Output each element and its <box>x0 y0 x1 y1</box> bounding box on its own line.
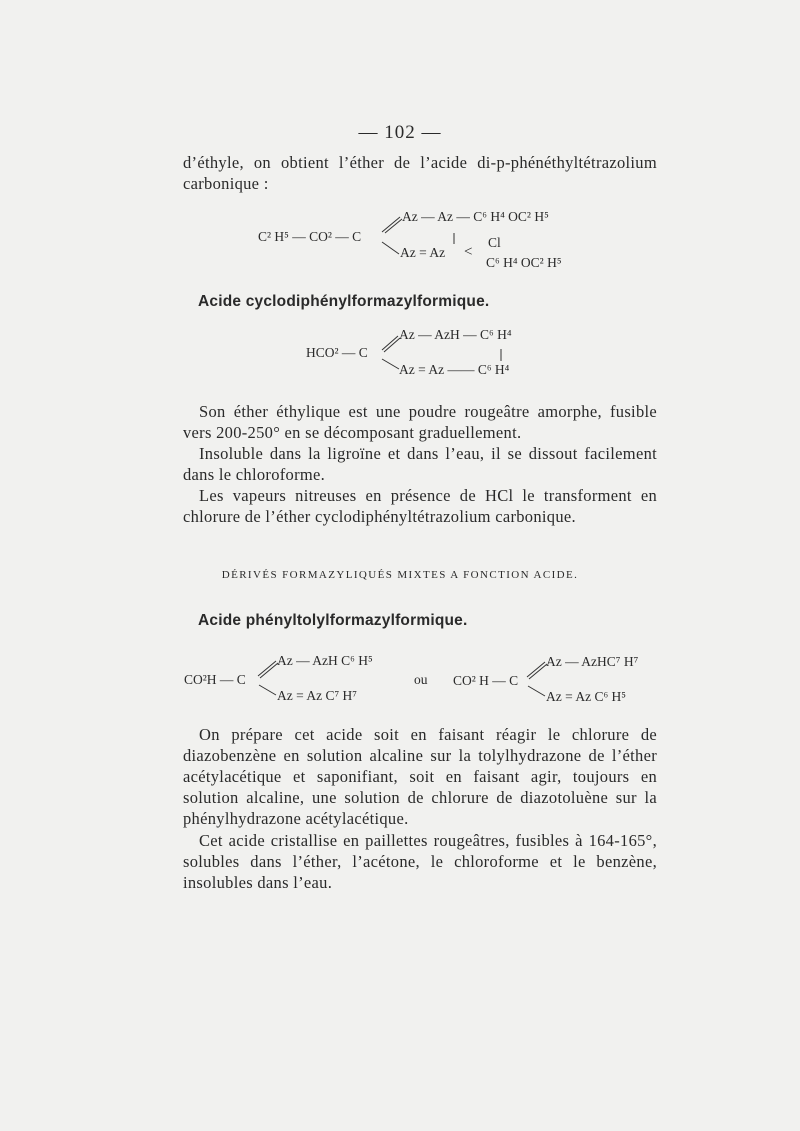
section-title: DÉRIVÉS FORMAZYLIQUÉS MIXTES A FONCTION ACIDE. <box>221 569 579 581</box>
formula1-cl: Cl <box>488 235 501 250</box>
formula1-bottom-left: Az = Az <box>400 245 446 260</box>
formula3-right-bottom: Az = Az C⁶ H⁵ <box>546 689 627 704</box>
formula1-prefix: C² H⁵ — CO² — C <box>258 229 362 244</box>
paragraph-nitrous-vapours: Les vapeurs nitreuses en présence de HCl le transforment en chlorure de l’éther cyclodiphényltétrazolium carbonique. <box>183 486 657 526</box>
formula2-top: Az — AzH — C⁶ H⁴ <box>399 327 512 342</box>
formula3-left-top: Az — AzH C⁶ H⁵ <box>277 653 373 668</box>
formula1-less-than: < <box>464 244 473 260</box>
paragraph-solubility: Insoluble dans la ligroïne et dans l’eau, il se dissout facilement dans le chloroforme. <box>183 444 657 484</box>
formula3-left-prefix: CO²H — C <box>184 672 246 687</box>
formula3-left-bottom: Az = Az C⁷ H⁷ <box>277 688 358 703</box>
formula3-right-top: Az — AzHC⁷ H⁷ <box>546 654 639 669</box>
page-number: — 102 — <box>358 122 442 143</box>
heading-phenyltolyl: Acide phényltolylformazylformique. <box>198 612 468 629</box>
paragraph-ether-description: Son éther éthylique est une poudre rougeâtre amorphe, fusible vers 200-250° en se décomposant graduellement. <box>183 402 657 442</box>
paragraph-properties: Cet acide cristallise en paillettes rougeâtres, fusibles à 164-165°, solubles dans l’éther, l’acétone, le chloroforme et le benzène, insolubles dans l’eau. <box>183 831 657 892</box>
heading-cyclodiphenyl: Acide cyclodiphénylformazylformique. <box>198 293 490 310</box>
formula3-right-prefix: CO² H — C <box>453 673 519 688</box>
formula2-prefix: HCO² — C <box>306 345 368 360</box>
formula3-or: ou <box>414 672 428 687</box>
paragraph-intro: d’éthyle, on obtient l’éther de l’acide di-p-phénéthyltétrazolium carbonique : <box>183 153 657 193</box>
formula1-top: Az — Az — C⁶ H⁴ OC² H⁵ <box>402 209 549 224</box>
formula2-bottom: Az = Az —— C⁶ H⁴ <box>399 362 510 377</box>
paragraph-preparation: On prépare cet acide soit en faisant réagir le chlorure de diazobenzène en solution alcaline sur la tolylhydrazone de l’éther acétylacétique et saponifiant, soit en faisant agir, toujours en solution alcaline, une solution de chlorure de diazotoluène sur la phénylhydrazone acétylacétique. <box>183 725 657 828</box>
formula1-bottom-right: C⁶ H⁴ OC² H⁵ <box>486 255 562 270</box>
